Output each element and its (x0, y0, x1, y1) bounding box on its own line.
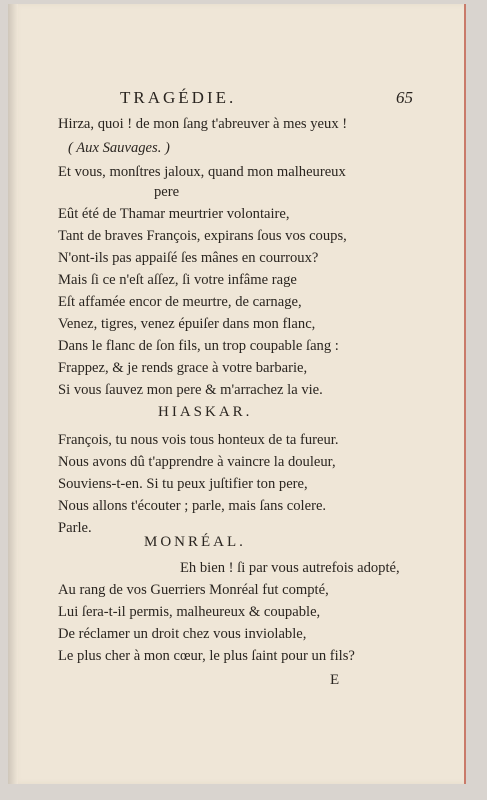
verse-line: François, tu nous vois tous honteux de ta fureur. (58, 432, 339, 448)
verse-line: Souviens-t-en. Si tu peux juſtifier ton pere, (58, 476, 308, 492)
verse-line: Eût été de Thamar meurtrier volontaire, (58, 206, 290, 222)
verse-line: Frappez, & je rends grace à votre barbarie, (58, 360, 308, 376)
verse-line: N'ont-ils pas appaiſé ſes mânes en courroux? (58, 250, 319, 266)
book-page (8, 4, 466, 784)
verse-line: Nous allons t'écouter ; parle, mais ſans colere. (58, 498, 327, 514)
verse-line: Le plus cher à mon cœur, le plus ſaint pour un fils? (58, 648, 355, 664)
verse-line: Au rang de vos Guerriers Monréal fut compté, (58, 582, 329, 598)
verse-line: Si vous ſauvez mon pere & m'arrachez la vie. (58, 382, 323, 398)
verse-line: Lui ſera-t-il permis, malheureux & coupable, (58, 604, 321, 620)
speaker-name: MONRÉAL. (144, 534, 246, 550)
page-gutter (8, 4, 18, 784)
page-number: 65 (396, 88, 413, 107)
verse-line: De réclamer un droit chez vous inviolable, (58, 626, 307, 642)
verse-line: Parle. (58, 520, 92, 536)
stage-direction: ( Aux Sauvages. ) (68, 140, 170, 156)
verse-line: Et vous, monſtres jaloux, quand mon malheureux (58, 164, 346, 180)
running-title: TRAGÉDIE. (120, 88, 237, 107)
verse-line: Venez, tigres, venez épuiſer dans mon flanc, (58, 316, 316, 332)
verse-line-continuation: pere (154, 184, 180, 200)
speaker-name: HIASKAR. (158, 404, 253, 420)
signature-mark: E (330, 672, 340, 688)
verse-line: Nous avons dû t'apprendre à vaincre la douleur, (58, 454, 336, 470)
verse-line: Mais ſi ce n'eſt aſſez, ſi votre infâme rage (58, 272, 297, 288)
verse-line: Tant de braves François, expirans ſous vos coups, (58, 228, 347, 244)
verse-line: Eh bien ! ſi par vous autrefois adopté, (180, 560, 400, 576)
verse-line: Hirza, quoi ! de mon ſang t'abreuver à mes yeux ! (58, 116, 348, 132)
verse-line: Dans le flanc de ſon fils, un trop coupable ſang : (58, 338, 339, 354)
verse-line: Eſt affamée encor de meurtre, de carnage, (58, 294, 302, 310)
